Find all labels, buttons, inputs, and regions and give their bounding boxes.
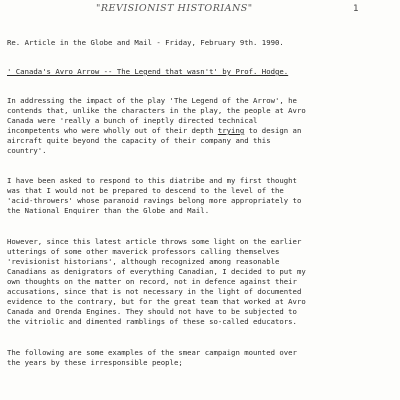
paragraph-2-line-2: was that I would not be prepared to descend to the level of the <box>7 186 284 195</box>
paragraph-1-line-3: Canada were 'really a bunch of ineptly directed technical <box>7 116 258 125</box>
page-number: 1 <box>353 4 359 14</box>
paragraph-3-line-9: the vitriolic and dimented ramblings of these so-called educators. <box>7 317 297 326</box>
article-title: ' Canada's Avro Arrow -- The Legend that wasn't' by Prof. Hodge. <box>7 67 289 76</box>
paragraph-1-line-2: contends that, unlike the characters in the play, the people at Avro <box>7 106 306 115</box>
paragraph-3-line-3: 'revisionist historians', although recognized among reasonable <box>7 257 280 266</box>
paragraph-1-line-5: aircraft quite beyond the capacity of their company and this <box>7 136 271 145</box>
paragraph-2-line-4: the National Enquirer than the Globe and Mail. <box>7 206 210 215</box>
paragraph-1-line-1: In addressing the impact of the play 'The Legend of the Arrow', he <box>7 96 297 105</box>
paragraph-2-line-3: 'acid-throwers' whose paranoid ravings belong more appropriately to <box>7 196 302 205</box>
paragraph-3-line-7: evidence to the contrary, but for the great team that worked at Avro <box>7 297 306 306</box>
paragraph-3-line-4: Canadians as denigrators of everything Canadian, I decided to put my <box>7 267 306 276</box>
paragraph-1-line-4-start: incompetents who were wholly out of their depth <box>7 126 218 135</box>
reference-line: Re. Article in the Globe and Mail - Friday, February 9th. 1990. <box>7 38 284 47</box>
paragraph-4-line-1: The following are some examples of the smear campaign mounted over <box>7 348 297 357</box>
paragraph-3-line-1: However, since this latest article throws some light on the earlier <box>7 237 302 246</box>
paragraph-1-line-4 <box>7 126 301 135</box>
paragraph-3-line-8: Canada and Orenda Engines. They should not have to be subjected to <box>7 307 297 316</box>
paragraph-1-line-6: country'. <box>7 146 47 155</box>
paragraph-2-line-1: I have been asked to respond to this diatribe and my first thought <box>7 176 297 185</box>
handwritten-title: "REVISIONIST HISTORIANS" <box>96 3 253 14</box>
paragraph-4-line-2: the years by these irresponsible people; <box>7 358 183 367</box>
paragraph-1-line-4-end: to design an <box>244 126 302 135</box>
paragraph-3-line-6: accusations, since that is not necessary in the light of documented <box>7 287 302 296</box>
paragraph-3-line-5: own thoughts on the matter on record, not in defence against their <box>7 277 297 286</box>
paragraph-3-line-2: utterings of some other maverick professors calling themselves <box>7 247 280 256</box>
emphasized-word: trying <box>217 126 245 135</box>
